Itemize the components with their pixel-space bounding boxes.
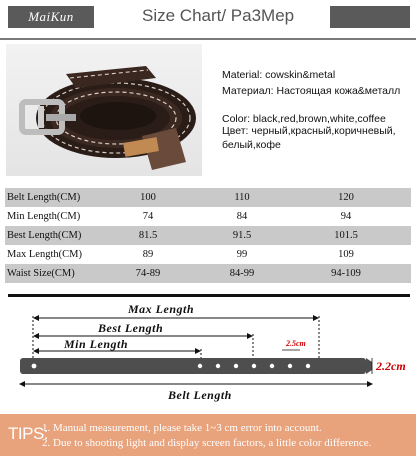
cell: 81.5: [138, 230, 158, 241]
row-label: Min Length(CM): [7, 211, 81, 222]
header-divider: [0, 38, 416, 40]
belt-diagram: [0, 298, 416, 406]
table-row: [5, 226, 411, 245]
min-length-label: Min Length: [64, 337, 129, 351]
row-label: Best Length(CM): [7, 230, 82, 241]
row-label: Waist Size(CM): [7, 268, 75, 279]
max-length-label: Max Length: [128, 302, 195, 316]
cell: 120: [338, 192, 354, 203]
row-label: Max Length(CM): [7, 249, 82, 260]
cell: 99: [236, 249, 248, 260]
cell: 94: [340, 211, 352, 222]
header-bar: [330, 6, 410, 28]
cell: 74: [142, 211, 154, 222]
cell: 74-89: [135, 268, 161, 279]
tips-label: TIPS:: [8, 424, 49, 443]
product-photo: [6, 44, 202, 176]
table-row: [5, 264, 411, 283]
cell: 84: [236, 211, 248, 222]
tips-panel: [0, 414, 416, 456]
width-label: 2.2cm: [376, 359, 406, 373]
page-title: Size Chart/ Pa3Mep: [142, 6, 295, 25]
best-length-label: Best Length: [98, 321, 164, 335]
row-label: Belt Length(CM): [7, 192, 81, 203]
table-row: [5, 188, 411, 207]
cell: 100: [140, 192, 156, 203]
color-en: Color: black,red,brown,white,coffee: [222, 113, 386, 125]
cell: 109: [338, 249, 354, 260]
cell: 110: [234, 192, 250, 203]
cell: 89: [142, 249, 154, 260]
material-en: Material: cowskin&metal: [222, 69, 336, 81]
cell: 94-109: [331, 268, 361, 279]
brand-logo: MaiKun: [8, 6, 94, 28]
tip-line-1: 1. Manual measurement, please take 1~3 cm error into account.: [42, 422, 322, 434]
section-divider: [8, 294, 410, 297]
cell: 91.5: [232, 230, 252, 241]
hole-spacing-label: 2.5cm: [286, 339, 306, 348]
table-row: [5, 245, 411, 264]
belt-length-label: Belt Length: [168, 388, 232, 402]
cell: 101.5: [334, 230, 358, 241]
tip-line-2: 2. Due to shooting light and display screen factors, a little color difference.: [42, 437, 372, 449]
cell: 84-99: [229, 268, 255, 279]
table-row: [5, 207, 411, 226]
color-ru: Цвет: черный,красный,коричневый, белый,кофе: [222, 125, 396, 151]
material-ru: Материал: Настоящая кожа&металл: [222, 85, 401, 97]
